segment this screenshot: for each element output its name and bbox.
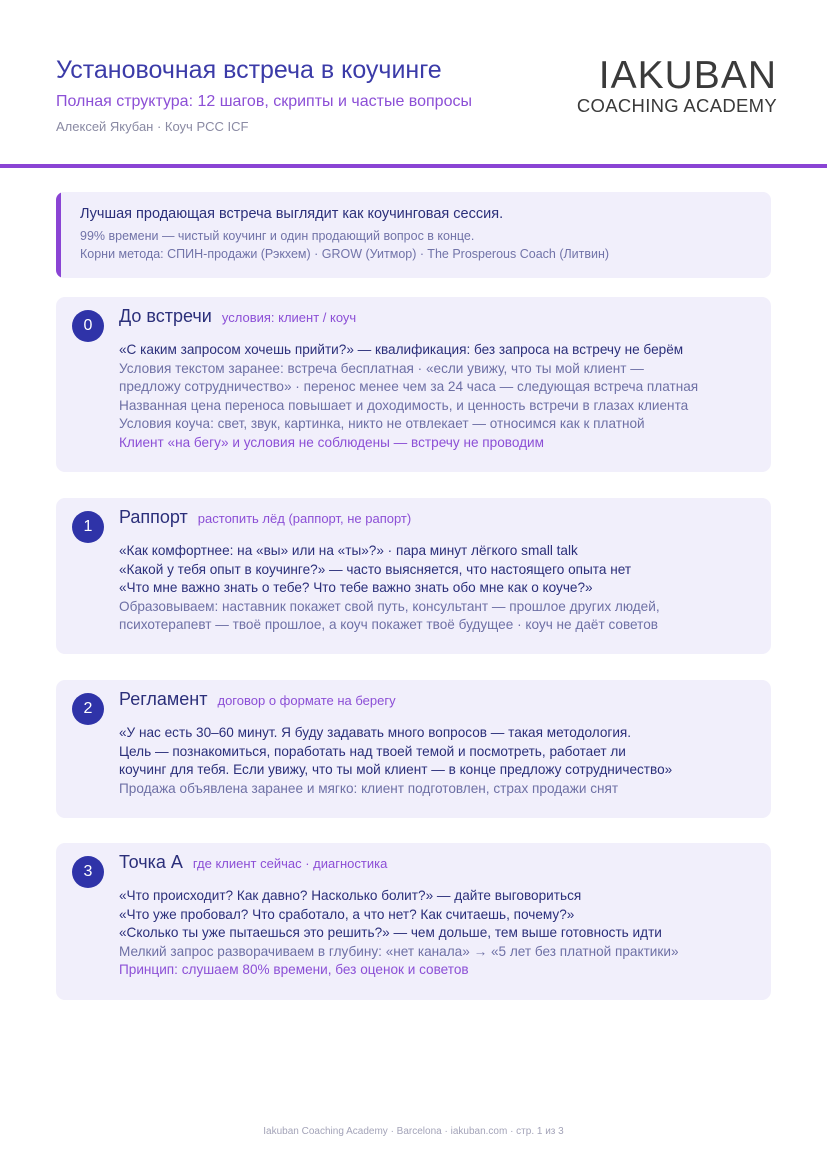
page-subtitle: Полная структура: 12 шагов, скрипты и частые вопросы bbox=[56, 93, 472, 110]
step-number-badge: 1 bbox=[72, 511, 104, 543]
step-tag: где клиент сейчас · диагностика bbox=[192, 856, 388, 871]
step-line: «Сколько ты уже пытаешься это решить?» — чем дольше, тем выше готовность идти bbox=[119, 925, 662, 940]
step-line: Клиент «на бегу» и условия не соблюдены — встречу не проводим bbox=[119, 434, 544, 450]
step-line: Принцип: слушаем 80% времени, без оценок и советов bbox=[119, 962, 469, 977]
step-line: психотерапевт — твоё прошлое, а коуч покажет твоё будущее · коуч не даёт советов bbox=[119, 617, 658, 632]
step-line: «Что мне важно знать о тебе? Что тебе важно знать обо мне как о коуче?» bbox=[119, 580, 593, 595]
step-line: предложу сотрудничество» · перенос менее чем за 24 часа — следующая встреча платная bbox=[119, 379, 699, 394]
step-lines bbox=[119, 542, 764, 635]
logo-wordmark: IAKUBAN bbox=[598, 54, 777, 97]
step-number-badge: 3 bbox=[72, 856, 104, 888]
step-line: Цель — познакомиться, поработать над твоей темой и посмотреть, работает ли bbox=[119, 743, 626, 759]
step-number-badge: 0 bbox=[72, 310, 104, 342]
step-line: Мелкий запрос разворачиваем в глубину: «нет канала» → «5 лет без платной практики» bbox=[119, 943, 679, 959]
header-divider bbox=[0, 164, 827, 168]
step-line: «Как комфортнее: на «вы» или на «ты»?» · пара минут лёгкого small talk bbox=[119, 543, 578, 558]
step-card-1 bbox=[56, 498, 771, 654]
step-title bbox=[119, 306, 356, 327]
step-title-text: Раппорт bbox=[119, 507, 188, 527]
author-line: Алексей Якубан · Коуч PCC ICF bbox=[56, 119, 249, 134]
logo-subtitle: COACHING ACADEMY bbox=[576, 95, 777, 116]
step-line: «Что происходит? Как давно? Насколько болит?» — дайте выговориться bbox=[119, 888, 582, 903]
step-line: Названная цена переноса повышает и доходимость, и ценность встречи в глазах клиента bbox=[119, 397, 689, 413]
intro-main-text: Лучшая продающая встреча выглядит как коучинговая сессия. bbox=[80, 206, 504, 222]
step-card-0 bbox=[56, 297, 771, 472]
step-title-text: Точка А bbox=[119, 852, 183, 872]
page-header bbox=[0, 0, 827, 170]
step-lines bbox=[119, 341, 764, 452]
step-title bbox=[119, 689, 396, 710]
step-tag: договор о формате на берегу bbox=[217, 693, 396, 708]
step-title bbox=[119, 507, 411, 528]
page-footer: Iakuban Coaching Academy · Barcelona · iakuban.com · стр. 1 из 3 bbox=[263, 1126, 564, 1137]
callout-accent-bar bbox=[56, 192, 61, 278]
step-line: коучинг для тебя. Если увижу, что ты мой клиент — в конце предложу сотрудничество» bbox=[119, 762, 673, 777]
step-line: «Какой у тебя опыт в коучинге?» — часто выясняется, что настоящего опыта нет bbox=[119, 561, 632, 577]
step-line: Условия коуча: свет, звук, картинка, никто не отвлекает — относимся как к платной bbox=[119, 416, 645, 431]
step-card-3 bbox=[56, 843, 771, 1000]
step-line: «У нас есть 30–60 минут. Я буду задавать много вопросов — такая методология. bbox=[119, 725, 632, 740]
step-line: «Что уже пробовал? Что сработало, а что нет? Как считаешь, почему?» bbox=[119, 906, 575, 922]
step-line: Условия текстом заранее: встреча бесплатная · «если увижу, что ты мой клиент — bbox=[119, 360, 644, 376]
step-title bbox=[119, 852, 387, 873]
intro-callout bbox=[56, 192, 771, 278]
step-title-text: Регламент bbox=[119, 689, 208, 709]
step-lines bbox=[119, 887, 764, 980]
step-title-text: До встречи bbox=[119, 306, 212, 326]
step-card-2 bbox=[56, 680, 771, 818]
page-title: Установочная встреча в коучинге bbox=[56, 56, 442, 84]
step-line: «С каким запросом хочешь прийти?» — квалификация: без запроса на встречу не берём bbox=[119, 342, 684, 357]
step-number-badge: 2 bbox=[72, 693, 104, 725]
step-tag: условия: клиент / коуч bbox=[221, 310, 357, 325]
step-lines bbox=[119, 724, 764, 798]
intro-note: 99% времени — чистый коучинг и один продающий вопрос в конце. bbox=[80, 229, 475, 243]
step-line: Продажа объявлена заранее и мягко: клиент подготовлен, страх продажи снят bbox=[119, 780, 619, 796]
step-line: Образовываем: наставник покажет свой путь, консультант — прошлое других людей, bbox=[119, 598, 660, 614]
step-tag: растопить лёд (раппорт, не рапорт) bbox=[197, 511, 412, 526]
intro-method-roots: Корни метода: СПИН-продажи (Рэкхем) · GROW (Уитмор) · The Prosperous Coach (Литвин) bbox=[80, 247, 610, 261]
